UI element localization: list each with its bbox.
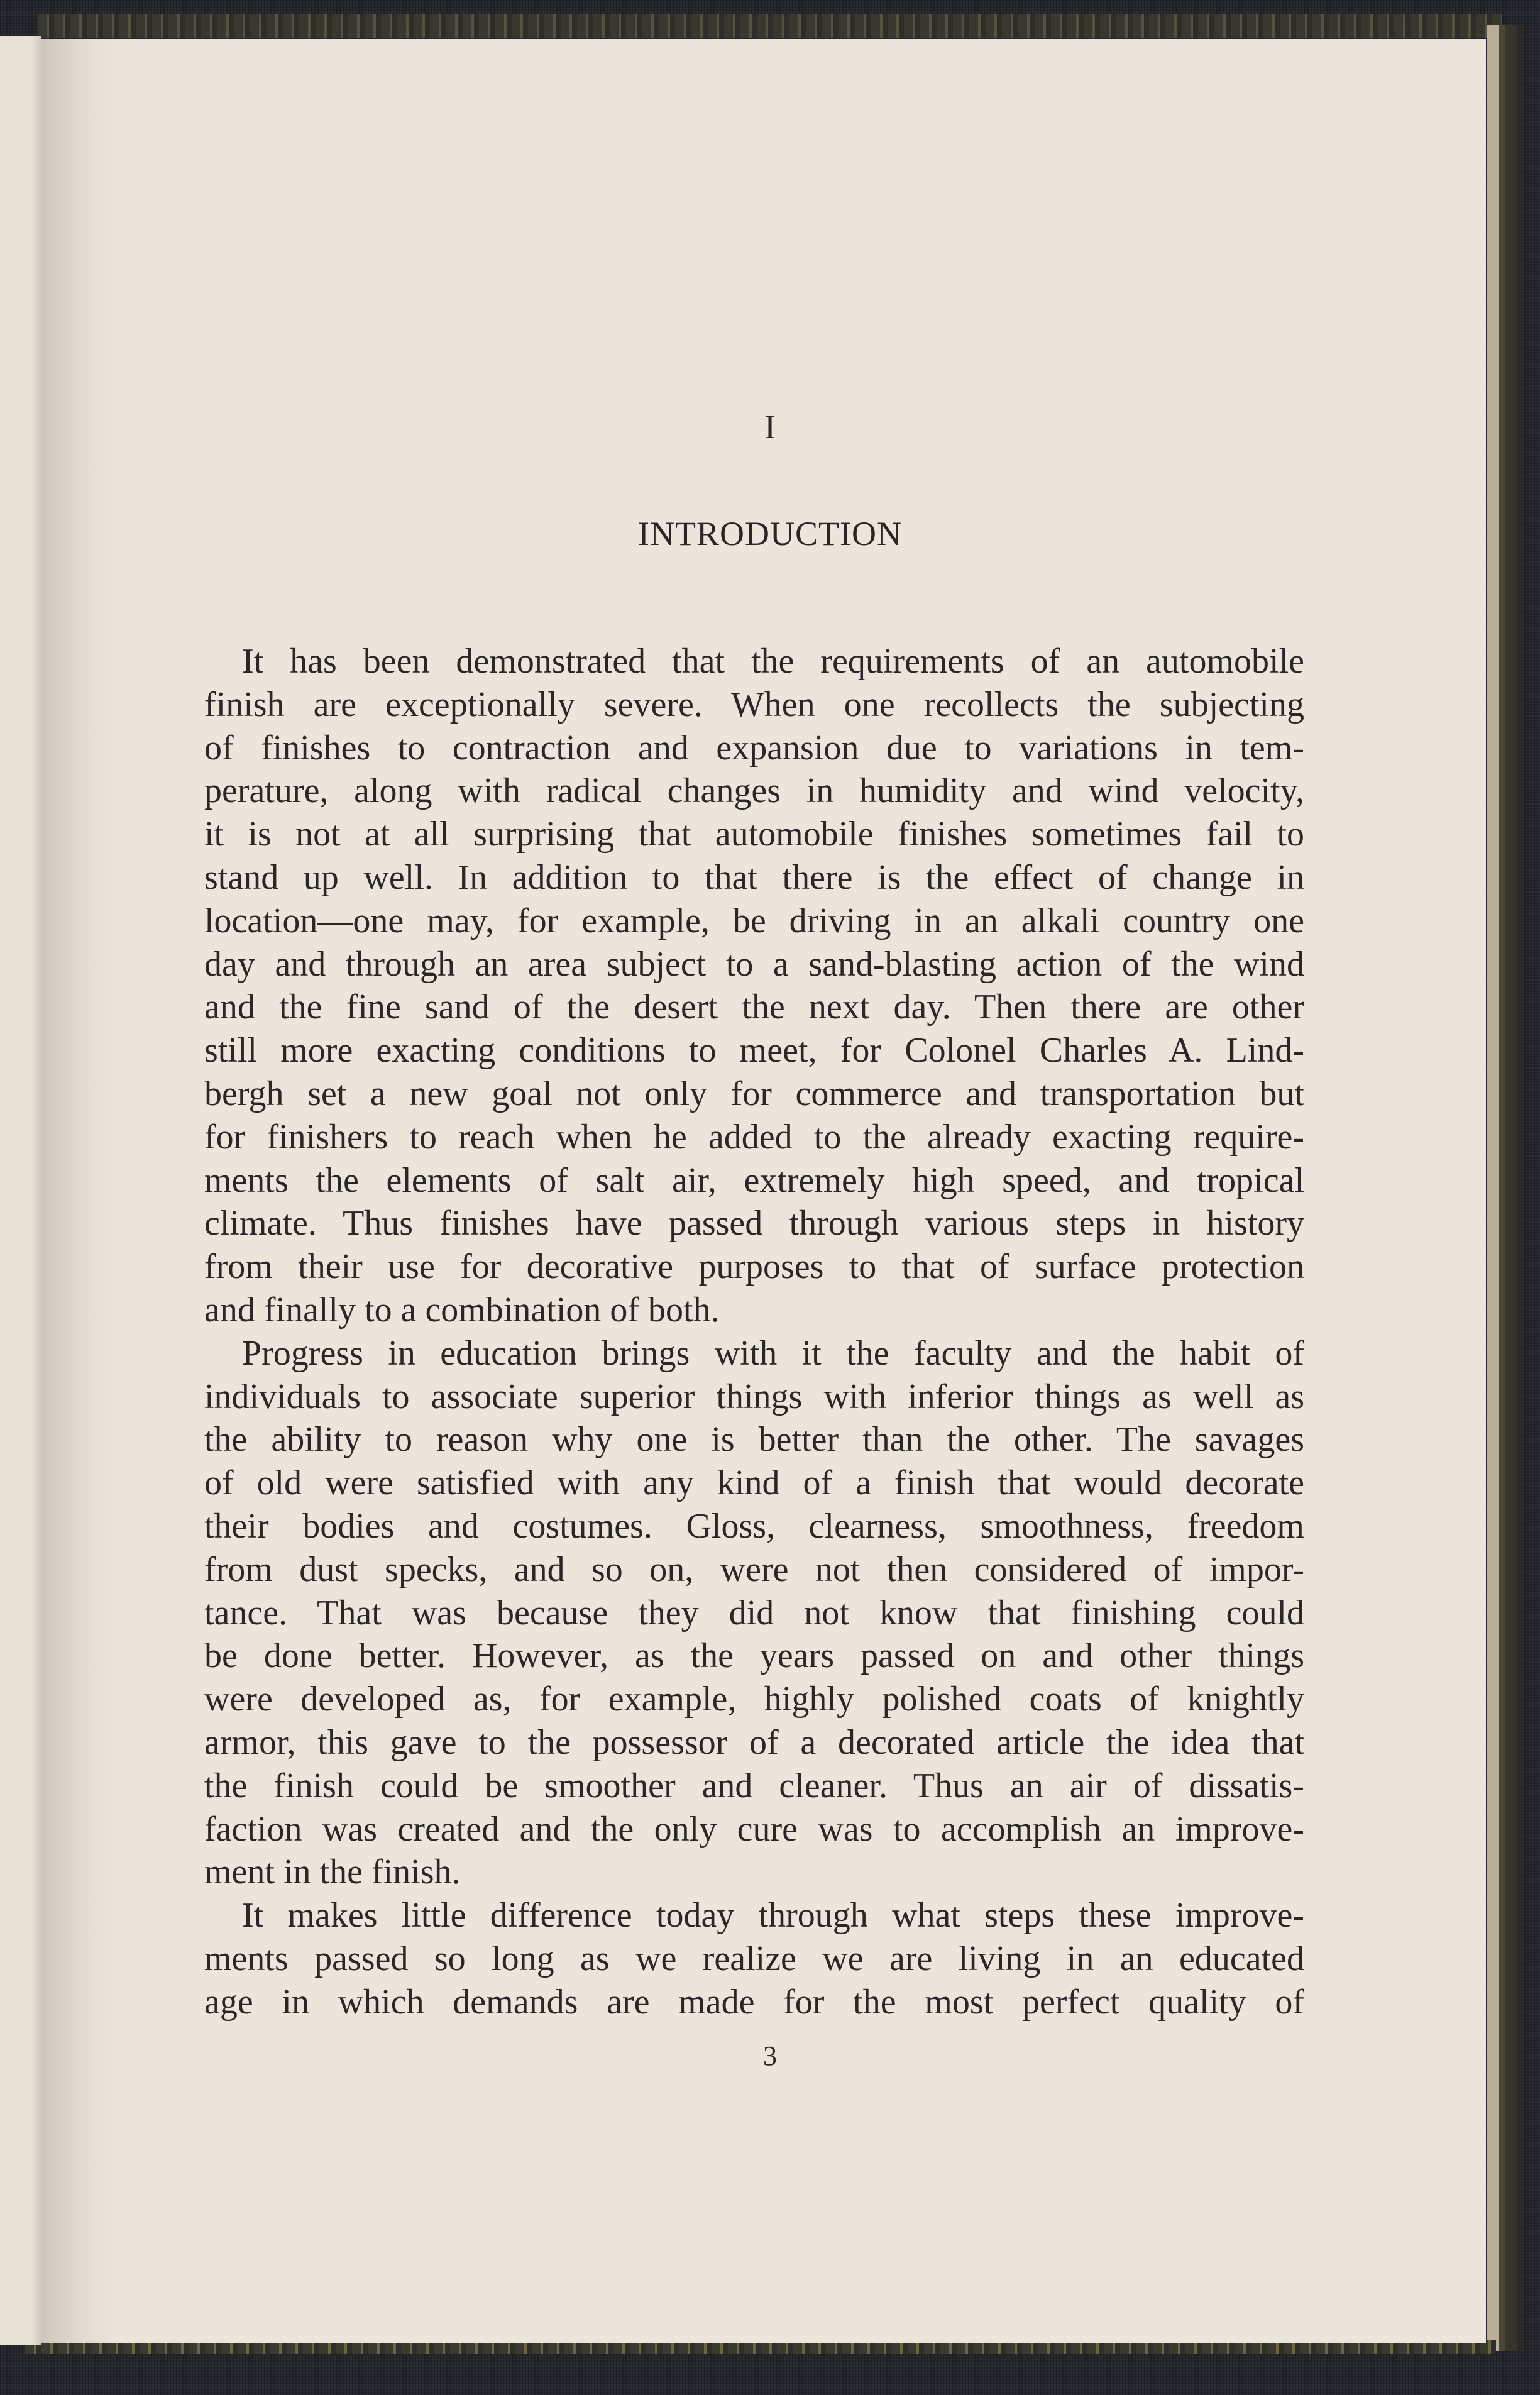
- text-line: from dust specks, and so on, were not then considered of impor-: [204, 1550, 1304, 1589]
- text-line: of finishes to contraction and expansion due to variations in tem-: [204, 728, 1304, 768]
- text-line: day and through an area subject to a sand-blasting action of the wind: [204, 944, 1304, 984]
- text-line: faction was created and the only cure was to accomplish an improve-: [204, 1809, 1304, 1849]
- body-text: [204, 640, 1304, 2024]
- text-line: it is not at all surprising that automobile finishes sometimes fail to: [204, 815, 1304, 854]
- text-line: climate. Thus finishes have passed through various steps in history: [204, 1204, 1304, 1243]
- page-number: 3: [763, 2040, 777, 2071]
- chapter-title: INTRODUCTION: [638, 515, 902, 553]
- paragraph: [204, 640, 1304, 1332]
- text-line: be done better. However, as the years passed on and other things: [204, 1636, 1304, 1676]
- text-line: for finishers to reach when he added to the already exacting require-: [204, 1117, 1304, 1157]
- text-line: the finish could be smoother and cleaner. Thus an air of dissatis-: [204, 1766, 1304, 1805]
- text-line: armor, this gave to the possessor of a decorated article the idea that: [204, 1722, 1304, 1762]
- text-line: from their use for decorative purposes to that of surface protection: [204, 1247, 1304, 1287]
- text-line: It makes little difference today through what steps these improve-: [242, 1896, 1304, 1935]
- text-line: and finally to a combination of both.: [204, 1290, 720, 1330]
- text-line: perature, along with radical changes in humidity and wind velocity,: [204, 771, 1304, 811]
- text-line: were developed as, for example, highly polished coats of knightly: [204, 1680, 1304, 1719]
- previous-page-edge: [0, 36, 41, 2345]
- text-line: the ability to reason why one is better than the other. The savages: [204, 1420, 1304, 1460]
- chapter-number: I: [764, 408, 776, 446]
- text-line: Progress in education brings with it the faculty and the habit of: [242, 1333, 1304, 1373]
- text-line: location—one may, for example, be driving in an alkali country one: [204, 901, 1304, 940]
- text-line: It has been demonstrated that the requirements of an automobile: [242, 642, 1304, 681]
- text-line: tance. That was because they did not know that finishing could: [204, 1593, 1304, 1632]
- text-line: of old were satisfied with any kind of a finish that would decorate: [204, 1463, 1304, 1503]
- text-line: their bodies and costumes. Gloss, clearness, smoothness, freedom: [204, 1506, 1304, 1546]
- paragraph: [204, 1894, 1304, 2023]
- text-line: finish are exceptionally severe. When one recollects the subjecting: [204, 685, 1304, 724]
- text-line: individuals to associate superior things with inferior things as well as: [204, 1377, 1304, 1416]
- binding-edge-right: [1487, 25, 1524, 2351]
- paragraph: [204, 1332, 1304, 1894]
- text-line: ments passed so long as we realize we are living in an educated: [204, 1939, 1304, 1978]
- text-line: age in which demands are made for the most perfect quality of: [204, 1982, 1304, 2022]
- text-line: ments the elements of salt air, extremely high speed, and tropical: [204, 1160, 1304, 1200]
- text-line: ment in the finish.: [204, 1853, 461, 1892]
- binding-edge-top: [38, 14, 1502, 38]
- text-line: still more exacting conditions to meet, for Colonel Charles A. Lind-: [204, 1031, 1304, 1071]
- text-line: bergh set a new goal not only for commerce and transportation but: [204, 1074, 1304, 1113]
- text-line: stand up well. In addition to that there is the effect of change in: [204, 857, 1304, 897]
- text-line: and the fine sand of the desert the next day. Then there are other: [204, 988, 1304, 1027]
